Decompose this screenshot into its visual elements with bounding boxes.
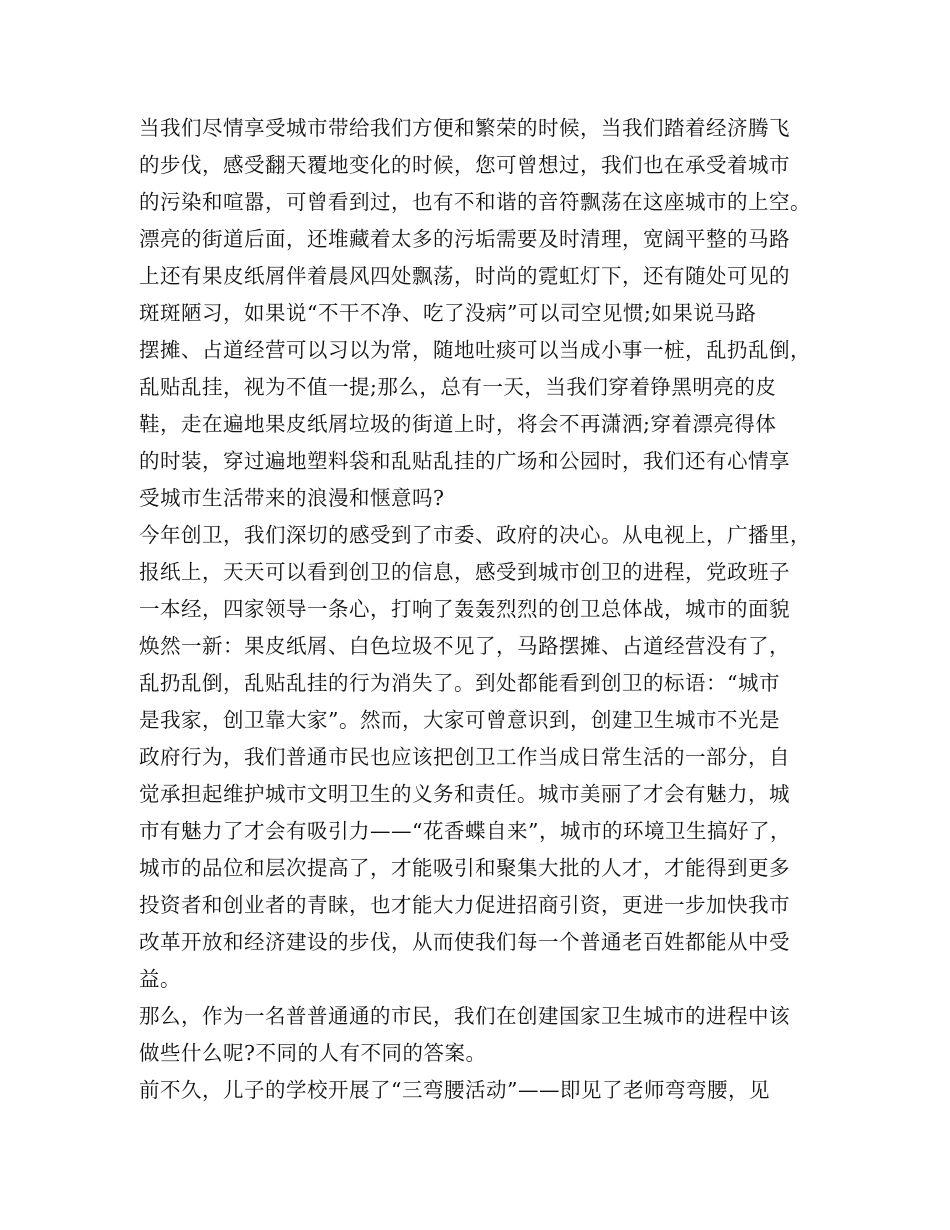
text-line: 益。 bbox=[139, 967, 181, 991]
text-line: 改革开放和经济建设的步伐，从而使我们每一个普通老百姓都能从中受 bbox=[139, 930, 790, 954]
text-line: 受城市生活带来的浪漫和惬意吗? bbox=[139, 486, 445, 510]
text-line: 上还有果皮纸屑伴着晨风四处飘荡，时尚的霓虹灯下，还有随处可见的 bbox=[139, 264, 790, 288]
text-line: 的污染和喧嚣，可曾看到过，也有不和谐的音符飘荡在这座城市的上空。 bbox=[139, 190, 811, 214]
text-line: 报纸上，天天可以看到创卫的信息，感受到城市创卫的进程，党政班子 bbox=[139, 560, 790, 584]
text-line: 前不久，儿子的学校开展了“三弯腰活动”——即见了老师弯弯腰，见 bbox=[139, 1078, 770, 1102]
text-line: 斑斑陋习，如果说“不干不净、吃了没病”可以司空见惯;如果说马路 bbox=[139, 301, 757, 325]
text-line: 鞋，走在遍地果皮纸屑垃圾的街道上时，将会不再潇洒;穿着漂亮得体 bbox=[139, 412, 777, 436]
text-line: 投资者和创业者的青睐，也才能大力促进招商引资，更进一步加快我市 bbox=[139, 893, 790, 917]
text-line: 是我家，创卫靠大家”。然而，大家可曾意识到，创建卫生城市不光是 bbox=[139, 708, 780, 732]
text-line: 政府行为，我们普通市民也应该把创卫工作当成日常生活的一部分，自 bbox=[139, 745, 790, 769]
text-line: 做些什么呢?不同的人有不同的答案。 bbox=[139, 1041, 487, 1065]
text-line: 当我们尽情享受城市带给我们方便和繁荣的时候，当我们踏着经济腾飞 bbox=[139, 116, 790, 140]
text-line: 今年创卫，我们深切的感受到了市委、政府的决心。从电视上，广播里， bbox=[139, 523, 811, 547]
text-line: 那么，作为一名普普通通的市民，我们在创建国家卫生城市的进程中该 bbox=[139, 1004, 790, 1028]
text-line: 城市的品位和层次提高了，才能吸引和聚集大批的人才，才能得到更多 bbox=[139, 856, 790, 880]
text-line: 的步伐，感受翻天覆地变化的时候，您可曾想过，我们也在承受着城市 bbox=[139, 153, 790, 177]
text-line: 的时装，穿过遍地塑料袋和乱贴乱挂的广场和公园时，我们还有心情享 bbox=[139, 449, 790, 473]
text-line: 摆摊、占道经营可以习以为常，随地吐痰可以当成小事一桩，乱扔乱倒， bbox=[139, 338, 811, 362]
text-line: 乱扔乱倒，乱贴乱挂的行为消失了。到处都能看到创卫的标语：“城市 bbox=[139, 671, 780, 695]
text-line: 市有魅力了才会有吸引力——“花香蝶自来”，城市的环境卫生搞好了， bbox=[139, 819, 791, 843]
text-line: 焕然一新：果皮纸屑、白色垃圾不见了，马路摆摊、占道经营没有了， bbox=[139, 634, 790, 658]
text-line: 漂亮的街道后面，还堆藏着太多的污垢需要及时清理，宽阔平整的马路 bbox=[139, 227, 790, 251]
text-line: 一本经，四家领导一条心，打响了轰轰烈烈的创卫总体战，城市的面貌 bbox=[139, 597, 790, 621]
text-line: 觉承担起维护城市文明卫生的义务和责任。城市美丽了才会有魅力，城 bbox=[139, 782, 790, 806]
text-line: 乱贴乱挂，视为不值一提;那么，总有一天，当我们穿着铮黑明亮的皮 bbox=[139, 375, 777, 399]
